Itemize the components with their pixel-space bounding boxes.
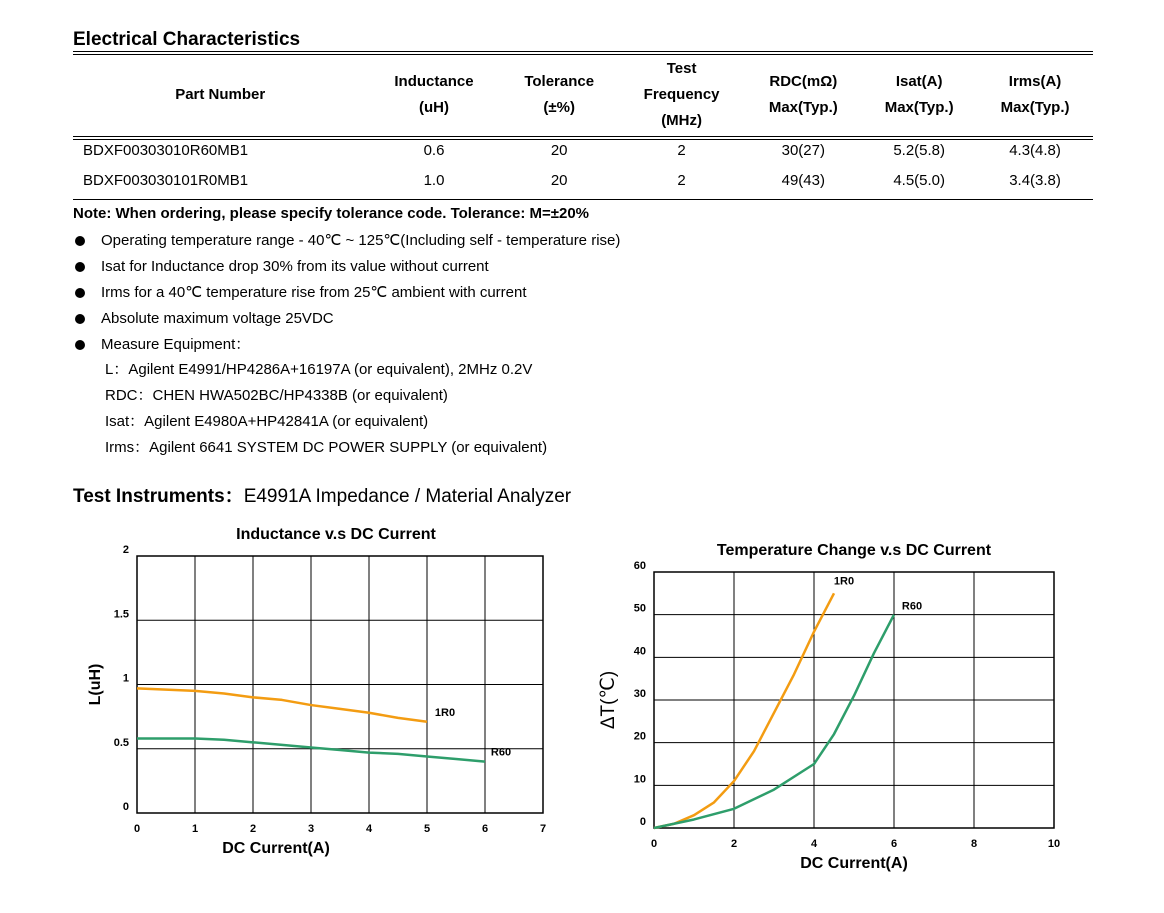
table-cell: 49(43) <box>781 172 825 189</box>
header-line: Isat(A) <box>895 72 943 90</box>
page-title: Electrical Characteristics <box>73 29 301 50</box>
y-tick-label: 20 <box>633 730 646 743</box>
bullet-item: Operating temperature range - 40℃ ~ 125℃(Including self - temperature rise) <box>73 229 620 255</box>
table-cell: 4.5(5.0) <box>893 172 946 189</box>
table-cell: 20 <box>550 172 568 189</box>
test-instruments-value: E4991A Impedance / Material Analyzer <box>243 486 572 507</box>
series-label: 1R0 <box>434 706 456 719</box>
bullet-icon <box>75 236 85 246</box>
chart-title: Temperature Change v.s DC Current <box>716 542 992 559</box>
table-header-cell <box>977 53 1093 136</box>
table-body <box>73 136 1093 196</box>
bullet-icon <box>75 262 85 272</box>
table-cell: BDXF003030101R0MB1 <box>83 172 249 189</box>
x-tick-label: 3 <box>307 823 315 835</box>
bullet-item: Irms for a 40℃ temperature rise from 25℃ ambient with current <box>73 281 620 307</box>
header-line: Max(Typ.) <box>768 98 838 116</box>
x-tick-label: 5 <box>423 823 431 835</box>
x-axis-label: DC Current(A) <box>800 855 908 872</box>
x-tick-label: 8 <box>970 838 978 850</box>
x-tick-label: 2 <box>730 838 738 850</box>
y-tick-label: 1 <box>122 672 129 685</box>
table-bottom-rule <box>73 199 1093 200</box>
x-tick-label: 4 <box>810 838 818 850</box>
table-cell: 0.6 <box>423 142 445 159</box>
table-cell: 1.0 <box>423 172 445 189</box>
header-line: Inductance <box>394 72 474 90</box>
bullet-item: Isat for Inductance drop 30% from its value without current <box>73 255 620 281</box>
table-cell: 4.3(4.8) <box>1009 142 1061 159</box>
y-tick-label: 10 <box>633 773 646 786</box>
equipment-list <box>105 358 547 462</box>
spec-bullets <box>73 229 620 359</box>
table-cell: 3.4(3.8) <box>1009 172 1061 189</box>
header-line: RDC(mΩ) <box>769 72 838 90</box>
spec-table <box>73 53 1093 196</box>
y-tick-label: 0 <box>639 816 646 828</box>
test-instruments <box>73 481 571 508</box>
header-line: Irms(A) <box>1008 72 1062 90</box>
table-header-row <box>73 53 1093 136</box>
x-tick-label: 10 <box>1047 838 1061 850</box>
bullet-icon <box>75 340 85 350</box>
x-tick-label: 7 <box>539 823 547 835</box>
header-line: Frequency <box>643 85 720 103</box>
y-tick-label: 60 <box>633 560 646 572</box>
header-line: (uH) <box>418 98 449 116</box>
header-line: (MHz) <box>661 111 703 129</box>
series-label: R60 <box>901 600 923 613</box>
table-header-cell <box>73 53 367 136</box>
x-tick-label: 1 <box>191 823 199 835</box>
x-tick-label: 0 <box>133 823 141 835</box>
equipment-item: L：Agilent E4991/HP4286A+16197A (or equivalent), 2MHz 0.2V <box>105 361 533 378</box>
equipment-item: Isat：Agilent E4980A+HP42841A (or equivalent) <box>105 413 429 430</box>
table-cell: 2 <box>677 172 686 189</box>
header-rule-2 <box>73 139 1093 140</box>
table-header-cell <box>745 53 861 136</box>
table-header-cell <box>861 53 977 136</box>
header-line: Tolerance <box>524 72 595 90</box>
header-line: Part Number <box>175 85 266 103</box>
equipment-item: RDC：CHEN HWA502BC/HP4338B (or equivalent) <box>105 387 448 404</box>
y-tick-label: 2 <box>122 544 129 556</box>
bullet-item: Absolute maximum voltage 25VDC <box>73 307 620 333</box>
table-header-cell <box>367 53 500 136</box>
series-line-1R0 <box>137 688 427 721</box>
header-line: Max(Typ.) <box>884 98 954 116</box>
header-line: Max(Typ.) <box>1000 98 1070 116</box>
table-cell: 30(27) <box>781 142 825 159</box>
series-line-R60 <box>654 615 894 828</box>
series-label: R60 <box>490 746 512 759</box>
x-tick-label: 2 <box>249 823 257 835</box>
x-tick-label: 6 <box>890 838 898 850</box>
temperature-chart <box>590 530 1110 890</box>
x-axis-label: DC Current(A) <box>222 840 330 857</box>
y-tick-label: 0.5 <box>113 736 129 749</box>
equipment-item: Irms：Agilent 6641 SYSTEM DC POWER SUPPLY (or equivalent) <box>105 439 548 456</box>
y-tick-label: 1.5 <box>113 608 129 621</box>
y-axis-label: ΔT(℃) <box>598 670 619 730</box>
table-top-rule <box>73 51 1093 52</box>
bullet-icon <box>75 288 85 298</box>
y-tick-label: 40 <box>633 645 646 658</box>
y-tick-label: 50 <box>633 602 646 615</box>
y-tick-label: 30 <box>633 688 646 700</box>
table-row <box>73 166 1093 196</box>
inductance-chart <box>80 515 580 865</box>
table-header-cell <box>618 53 746 136</box>
header-line: (±%) <box>543 98 575 116</box>
header-rule <box>73 136 1093 137</box>
table-cell: BDXF00303010R60MB1 <box>83 142 249 159</box>
series-line-1R0 <box>654 593 834 828</box>
header-line: Test <box>666 59 697 77</box>
table-cell: 2 <box>677 142 686 159</box>
y-axis-label: L(uH) <box>87 663 104 706</box>
table-cell: 5.2(5.8) <box>893 142 946 159</box>
bullet-icon <box>75 314 85 324</box>
table-cell: 20 <box>550 142 568 159</box>
ordering-note: Note: When ordering, please specify tolerance code. Tolerance: M=±20% <box>73 205 590 222</box>
bullet-item: Measure Equipment： <box>73 333 620 359</box>
x-tick-label: 0 <box>650 838 658 850</box>
table-header-cell <box>501 53 618 136</box>
x-tick-label: 6 <box>481 823 489 835</box>
series-label: 1R0 <box>833 575 855 588</box>
test-instruments-label: Test Instruments： <box>73 486 244 507</box>
y-tick-label: 0 <box>122 801 129 813</box>
chart-title: Inductance v.s DC Current <box>236 526 436 543</box>
table-row <box>73 136 1093 166</box>
x-tick-label: 4 <box>365 823 373 835</box>
